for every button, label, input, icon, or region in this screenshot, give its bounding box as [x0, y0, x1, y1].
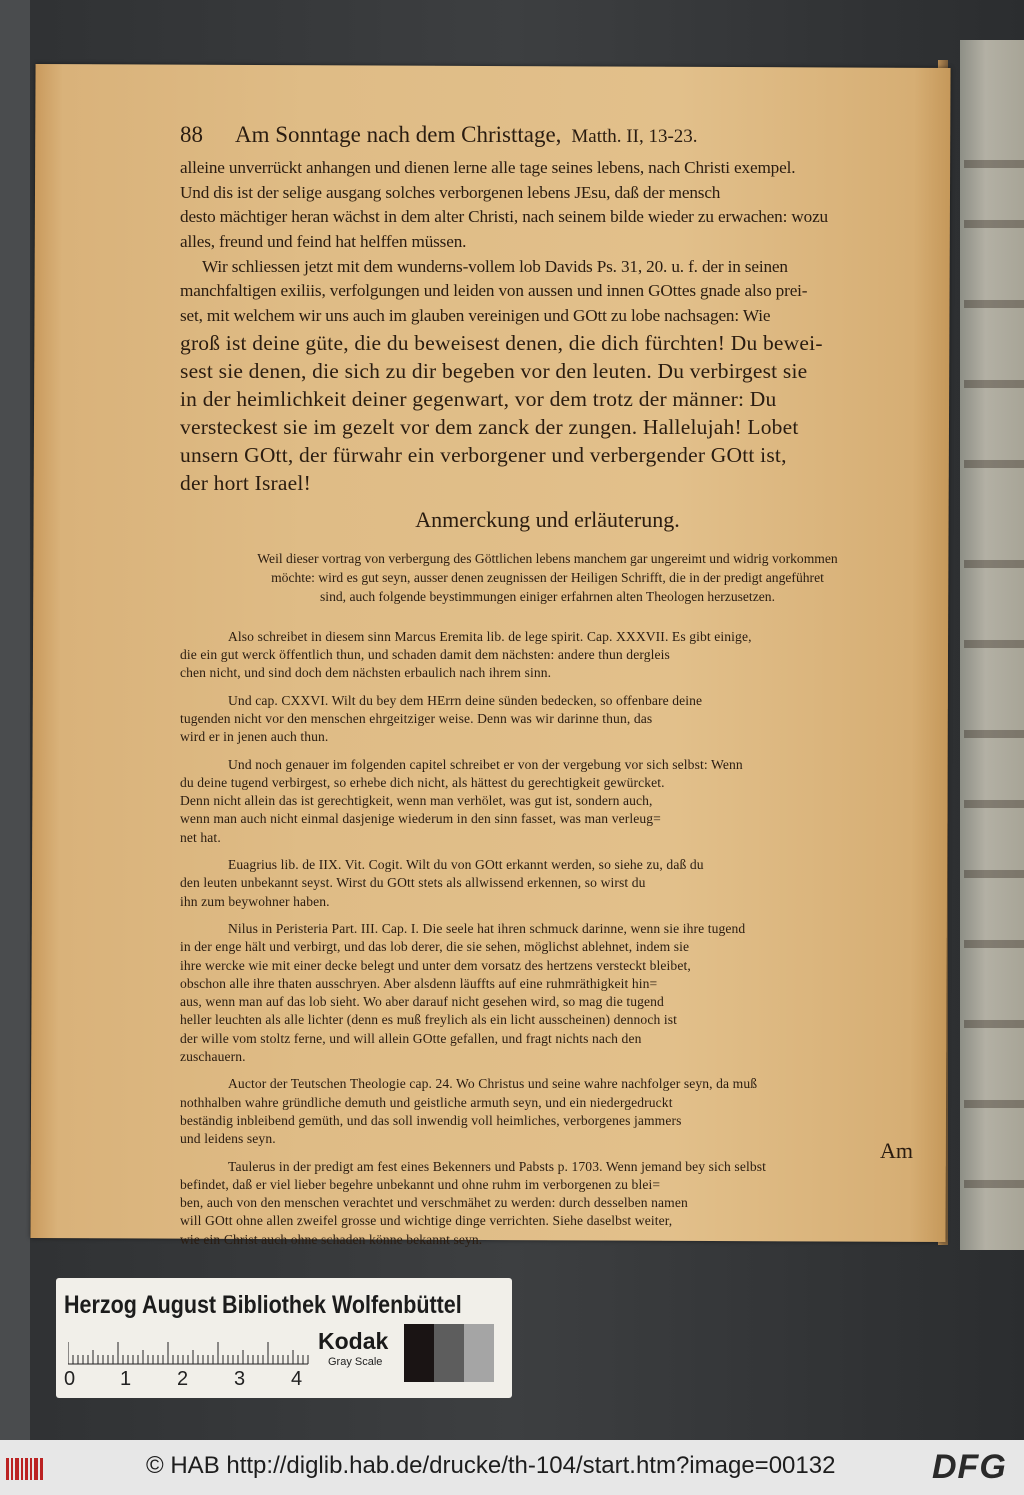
gray-swatch-dark [434, 1324, 464, 1382]
text-line: nothhalben wahre gründliche demuth und geistliche armuth seyn, und ein niedergedruckt [180, 1094, 673, 1110]
ruler-number: 3 [234, 1368, 246, 1390]
grayscale-label: Gray Scale [328, 1356, 383, 1368]
quotation-block [180, 628, 915, 683]
quotation-block [180, 756, 915, 847]
text-line: Also schreibet in diesem sinn Marcus Eremita lib. de lege spirit. Cap. XXXVII. Es gibt einige, [228, 628, 752, 644]
ruler-number: 2 [177, 1368, 189, 1390]
quotation-block [180, 856, 915, 911]
text-line: heller leuchten als alle lichter (denn es muß freylich als ein licht ausscheinen) dennoch ist [180, 1012, 677, 1028]
text-line: tugenden nicht vor den menschen ehrgeitziger weise. Denn was wir darinne thun, das [180, 711, 653, 726]
gray-swatch-black [404, 1324, 434, 1382]
scripture-reference: Matth. II, 13-23. [571, 126, 698, 147]
page-number: 88 [180, 122, 203, 147]
text-line: in der heimlichkeit deiner gegenwart, vor dem trotz der männer: Du [180, 386, 777, 411]
section-title: Anmerckung und erläuterung. [415, 506, 680, 532]
text-line: und leidens seyn. [180, 1131, 276, 1147]
quotations-list [180, 628, 915, 1249]
quotation-block [180, 692, 915, 747]
text-line: sest sie denen, die sich zu dir begeben vor den leuten. Du verbirgest sie [180, 358, 808, 383]
text-line: du deine tugend verbirgest, so erhebe dich nicht, als hättest du gerechtigkeit gewürcket. [180, 774, 665, 790]
text-line: ihre wercke wie mit einer decke belegt und unter dem vorsatz des hertzens versteckt bleibet, [180, 957, 691, 973]
text-line: den leuten unbekannt seyst. Wirst du GOtt stets als allwissend erkennen, so wirst du [180, 875, 646, 891]
text-line: wie ein Christ auch ohne schaden könne bekannt seyn. [180, 1231, 483, 1247]
catchword: Am [880, 1138, 913, 1163]
text-line: Euagrius lib. de IIX. Vit. Cogit. Wilt du von GOtt erkannt werden, so siehe zu, daß du [228, 857, 704, 873]
quote-gap [180, 747, 915, 756]
running-header [180, 122, 915, 156]
gray-swatch-light [464, 1324, 494, 1382]
section-intro [180, 549, 915, 606]
text-line: der wille vom stoltz ferne, und will allein GOtte gefallen, und fragt nichts nach den [180, 1030, 642, 1046]
quotation-block [180, 920, 915, 1066]
text-line: unsern GOtt, der fürwahr ein verborgener und verbergender GOtt ist, [180, 442, 787, 467]
library-name: Herzog August Bibliothek Wolfenbüttel [64, 1291, 462, 1319]
ruler-scale [68, 1330, 358, 1370]
quote-gap [180, 1149, 915, 1158]
barcode-icon [6, 1458, 44, 1480]
text-line: set, mit welchem wir uns auch im glauben vereinigen und GOtt zu lobe nachsagen: Wie [180, 306, 771, 326]
text-line: in der enge hält und verbirgt, und das lob derer, die sie sehen, möglichst ablehnet, indem sie [180, 939, 690, 955]
text-line: Und noch genauer im folgenden capitel schreibet er von der vergebung vor sich selbst: Wenn [228, 756, 743, 772]
text-line: groß ist deine güte, die du beweisest denen, die dich fürchten! Du bewei- [180, 330, 823, 355]
text-line: die ein gut werck öffentlich thun, und schaden damit dem nächsten: andere thun dergleis [180, 647, 670, 663]
ruler-number: 4 [291, 1368, 303, 1390]
copyright-link[interactable]: © HAB http://diglib.hab.de/drucke/th-104/start.htm?image=00132 [146, 1452, 836, 1479]
quotation-block [180, 1075, 915, 1148]
main-paragraph [180, 156, 915, 329]
text-line: versteckest sie im gezelt vor dem zanck der zungen. Hallelujah! Lobet [180, 414, 799, 439]
text-line: wenn man auch nicht einmal dasjenige wiederum in den sinn fasset, was man verleug= [180, 811, 661, 827]
text-line: Und cap. CXXVI. Wilt du bey dem HErrn deine sünden bedecken, so offenbare deine [228, 692, 703, 708]
quote-gap [180, 911, 915, 920]
text-line: ihn zum beywohner haben. [180, 893, 330, 909]
text-line: alleine unverrückt anhangen und dienen lerne alle tage seines lebens, nach Christi exempel. [180, 158, 796, 177]
text-line: Taulerus in der predigt am fest eines Bekenners und Pabsts p. 1703. Wenn jemand bey sich selbst [228, 1158, 767, 1174]
text-line: Wir schliessen jetzt mit dem wunderns-vollem lob Davids Ps. 31, 20. u. f. der in seinen [202, 256, 788, 276]
text-line: alles, freund und feind hat helffen müssen. [180, 232, 467, 252]
text-line: Auctor der Teutschen Theologie cap. 24. Wo Christus und seine wahre nachfolger seyn, da muß [228, 1076, 758, 1092]
text-line: befindet, daß er viel lieber begehre unbekannt und ohne ruhm im verborgenen zu blei= [180, 1176, 661, 1192]
book-binding-edge [0, 0, 30, 1440]
text-line: sind, auch folgende beystimmungen einiger erfahrnen alten Theologen herzusetzen. [320, 588, 775, 604]
quotation-block [180, 1158, 915, 1249]
text-line: aus, wenn man auf das lob sieht. Wo aber darauf nicht gesehen wird, so mag die tugend [180, 994, 664, 1010]
quote-gap [180, 1066, 915, 1075]
text-line: der hort Israel! [180, 470, 311, 495]
ruler-number: 0 [64, 1368, 76, 1390]
text-line: beständig inbleibend gemüth, und das soll inwendig voll heimliches, verborgenes jammers [180, 1112, 682, 1128]
text-line: Und dis ist der selige ausgang solches verborgenen lebens JEsu, daß der mensch [180, 182, 721, 202]
text-line: desto mächtiger heran wächst in dem alter Christi, nach seinem bilde wieder zu erwachen: wozu [180, 207, 829, 227]
quote-gap [180, 683, 915, 692]
text-line: net hat. [180, 829, 221, 845]
quote-gap [180, 847, 915, 856]
text-line: Denn nicht allein das ist gerechtigkeit, wenn man verhölet, was gut ist, sondern auch, [180, 793, 653, 809]
psalm-quotation [180, 329, 915, 497]
text-line: möchte: wird es gut seyn, ausser denen zeugnissen der Heiligen Schrifft, die in der predigt angeführet [271, 569, 824, 585]
text-line: zuschauern. [180, 1049, 246, 1065]
page-text [180, 122, 915, 1249]
text-line: wird er in jenen auch thun. [180, 729, 329, 745]
ruler-number: 1 [120, 1368, 132, 1390]
text-line: Weil dieser vortrag von verbergung des Göttlichen lebens manchem gar ungereimt und widrig vorkommen [257, 550, 838, 566]
text-line: chen nicht, und sind doch dem nächsten erbaulich nach ihrem sinn. [180, 665, 552, 681]
footer-bar [0, 1440, 1024, 1495]
adjacent-page [960, 40, 1024, 1250]
text-line: Nilus in Peristeria Part. III. Cap. I. Die seele hat ihren schmuck darinne, wenn sie ihre tugend [228, 920, 746, 936]
running-title: Am Sonntage nach dem Christtage, [235, 122, 562, 147]
text-line: ben, auch von den menschen verachtet und verschmähet zu werden: durch desselben namen [180, 1195, 688, 1211]
kodak-logo: Kodak [318, 1328, 389, 1354]
text-line: will GOtt ohne allen zweifel grosse und wichtige dinge verrichten. Siehe daselbst weiter, [180, 1213, 673, 1229]
calibration-card [56, 1278, 512, 1398]
text-line: manchfaltigen exiliis, verfolgungen und leiden von aussen und innen GOttes gnade also prei- [180, 281, 808, 301]
text-line: obschon alle ihre thaten ausschryen. Aber alsdenn läuffts auf eine ruhmräthigkeit hin= [180, 975, 658, 991]
dfg-logo: DFG [932, 1448, 1007, 1486]
